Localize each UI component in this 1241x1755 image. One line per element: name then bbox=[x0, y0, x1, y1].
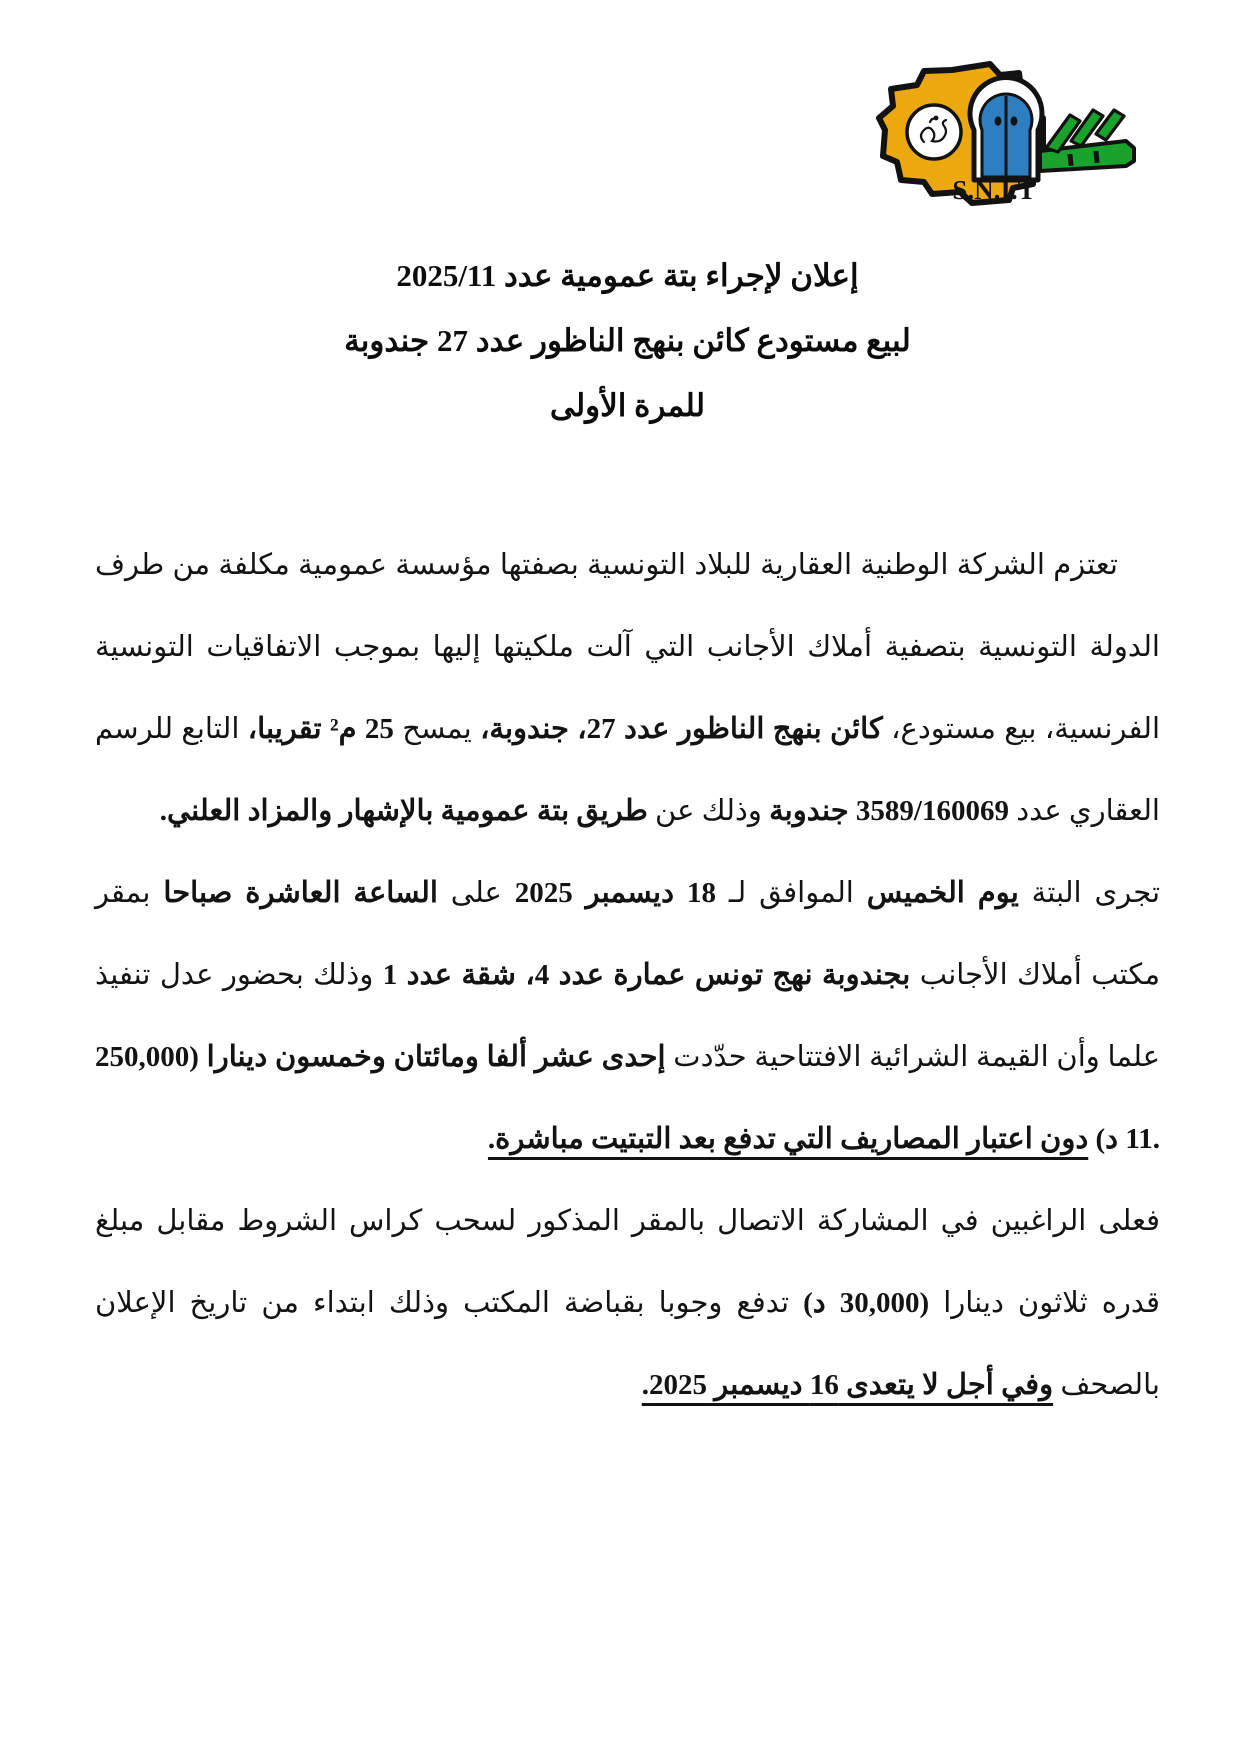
snit-logo-icon bbox=[872, 58, 1140, 210]
text-run: على bbox=[437, 877, 515, 909]
title-line-2: لبيع مستودع كائن بنهج الناظور عدد 27 جندوبة bbox=[344, 323, 911, 358]
text-run: طريق بتة عمومية بالإشهار والمزاد العلني. bbox=[159, 795, 648, 827]
text-run: الساعة العاشرة صباحا bbox=[163, 877, 438, 909]
title-line-3: للمرة الأولى bbox=[549, 388, 706, 423]
text-run: تدفع وجوبا بقباضة المكتب وذلك ابتداء من تاريخ الإعلان بالصحف bbox=[95, 1287, 1160, 1401]
text-run: الموافق لـ bbox=[715, 877, 867, 909]
text-run: وذلك بحضور عدل تنفيذ علما وأن القيمة الشرائية الافتتاحية حدّدت bbox=[95, 959, 1160, 1073]
body-paragraph-1 bbox=[95, 524, 1160, 852]
snit-caption: S.N.I.T bbox=[952, 175, 1036, 205]
document-body bbox=[95, 524, 1160, 1426]
text-run: (30,000 د) bbox=[803, 1287, 930, 1319]
body-paragraph-3 bbox=[95, 1180, 1160, 1426]
text-run: بمقر مكتب أملاك الأجانب bbox=[95, 877, 1160, 991]
text-run: تجرى البتة bbox=[1018, 877, 1161, 909]
title-line-1: إعلان لإجراء بتة عمومية عدد 2025/11 bbox=[396, 258, 859, 293]
text-run bbox=[199, 1041, 207, 1073]
text-run: بجندوبة نهج تونس عمارة عدد 4، شقة عدد 1 bbox=[382, 959, 911, 991]
announcement-title bbox=[95, 243, 1160, 438]
text-run: كائن بنهج الناظور عدد 27، جندوبة، bbox=[480, 713, 883, 745]
text-run: تعتزم الشركة الوطنية العقارية للبلاد التونسية بصفتها مؤسسة عمومية مكلفة من طرف الدولة التونسية بتصفية أملاك الأجانب التي آلت ملكيتها إليها بموجب الاتفاقيات التونسية الفرنسية، بيع مستودع، bbox=[95, 549, 1161, 745]
text-run: 3589/160069 جندوبة bbox=[769, 795, 1009, 827]
body-paragraph-2 bbox=[95, 852, 1160, 1180]
text-run: التابع للرسم العقاري عدد bbox=[95, 713, 1160, 827]
text-run: وفي أجل لا يتعدى 16 ديسمبر 2025. bbox=[641, 1369, 1054, 1401]
text-run: 18 ديسمبر 2025 bbox=[514, 877, 716, 909]
door-knob-right bbox=[1011, 116, 1018, 125]
text-run: وذلك عن bbox=[647, 795, 770, 827]
text-run: يوم الخميس bbox=[866, 877, 1019, 909]
text-run: فعلى الراغبين في المشاركة الاتصال بالمقر المذكور لسحب كراس الشروط مقابل مبلغ قدره ثلاثون دينارا bbox=[95, 1205, 1160, 1319]
emblem-dot bbox=[934, 116, 939, 121]
text-run: يمسح bbox=[393, 713, 481, 745]
door-knob-left bbox=[995, 116, 1002, 125]
text-run: دون اعتبار المصاريف التي تدفع بعد التبتيت مباشرة. bbox=[487, 1123, 1089, 1155]
text-run: (250,000 .11 د) bbox=[95, 1041, 1160, 1155]
text-run: 25 م² تقريبا، bbox=[247, 713, 394, 745]
snit-logo bbox=[872, 58, 1140, 210]
text-run: إحدى عشر ألفا ومائتان وخمسون دينارا bbox=[206, 1041, 666, 1073]
text-run bbox=[1088, 1123, 1095, 1155]
